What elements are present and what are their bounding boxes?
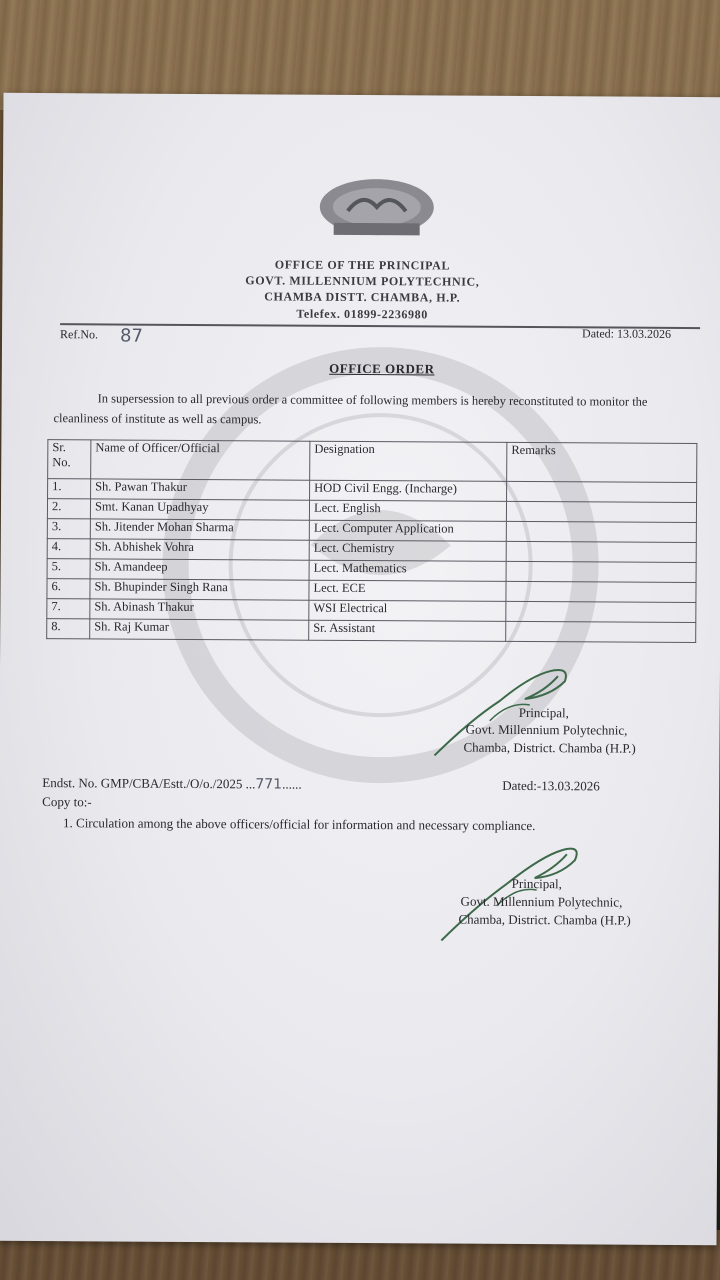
- table-row: 1. Sh. Pawan Thakur HOD Civil Engg. (Incharge): [48, 479, 697, 503]
- sig1-place: Chamba, District. Chamba (H.P.): [463, 739, 636, 756]
- order-title: OFFICE ORDER: [329, 360, 435, 377]
- document-page: [0, 93, 720, 1245]
- copy-to-label: Copy to:-: [42, 794, 92, 810]
- header-name: Name of Officer/Official: [91, 440, 310, 480]
- endorsement-line: [42, 775, 301, 793]
- endorsement-prefix: Endst. No. GMP/CBA/Estt./O/o./2025 ...: [42, 775, 256, 792]
- institute-logo: [318, 177, 436, 242]
- order-body: [53, 388, 701, 432]
- order-date: Dated: 13.03.2026: [582, 326, 672, 341]
- sig2-place: Chamba, District. Chamba (H.P.): [458, 911, 631, 928]
- endorsement-suffix: ......: [282, 776, 302, 792]
- header-office: OFFICE OF THE PRINCIPAL: [274, 257, 451, 273]
- sig2-org: Govt. Millennium Polytechnic,: [460, 893, 623, 910]
- sig1-org: Govt. Millennium Polytechnic,: [465, 721, 628, 738]
- header-designation: Designation: [310, 441, 507, 481]
- table-row: 2. Smt. Kanan Upadhyay Lect. English: [47, 499, 696, 523]
- header-institute: GOVT. MILLENNIUM POLYTECHNIC,: [245, 273, 480, 289]
- sig1-title: Principal,: [518, 704, 569, 721]
- table-row: 3. Sh. Jitender Mohan Sharma Lect. Computer Application: [47, 519, 696, 543]
- table-row: 6. Sh. Bhupinder Singh Rana Lect. ECE: [47, 579, 696, 603]
- header-address: CHAMBA DISTT. CHAMBA, H.P.: [264, 289, 461, 305]
- endorsement-date: Dated:-13.03.2026: [502, 777, 600, 794]
- table-header-row: [48, 440, 697, 483]
- copy-item-1: 1. Circulation among the above officers/official for information and necessary compliance.: [63, 815, 536, 834]
- ref-number: 87: [119, 325, 143, 347]
- endorsement-number: 771: [255, 776, 283, 793]
- table-row: 5. Sh. Amandeep Lect. Mathematics: [47, 559, 696, 583]
- header-telefax: Telefex. 01899-2236980: [296, 306, 428, 322]
- table-row: 4. Sh. Abhishek Vohra Lect. Chemistry: [47, 539, 696, 563]
- committee-table: [46, 439, 697, 643]
- order-body-text: In supersession to all previous order a committee of following members is hereby reconstituted to monitor the cleanliness of institute as well as campus.: [53, 391, 648, 427]
- ref-label: Ref.No.: [59, 327, 99, 342]
- table-row: 8. Sh. Raj Kumar Sr. Assistant: [47, 619, 696, 643]
- sig2-title: Principal,: [511, 875, 562, 892]
- header-sr: Sr. No.: [48, 440, 91, 479]
- header-remarks: Remarks: [507, 442, 697, 482]
- table-row: 7. Sh. Abinash Thakur WSI Electrical: [47, 599, 696, 623]
